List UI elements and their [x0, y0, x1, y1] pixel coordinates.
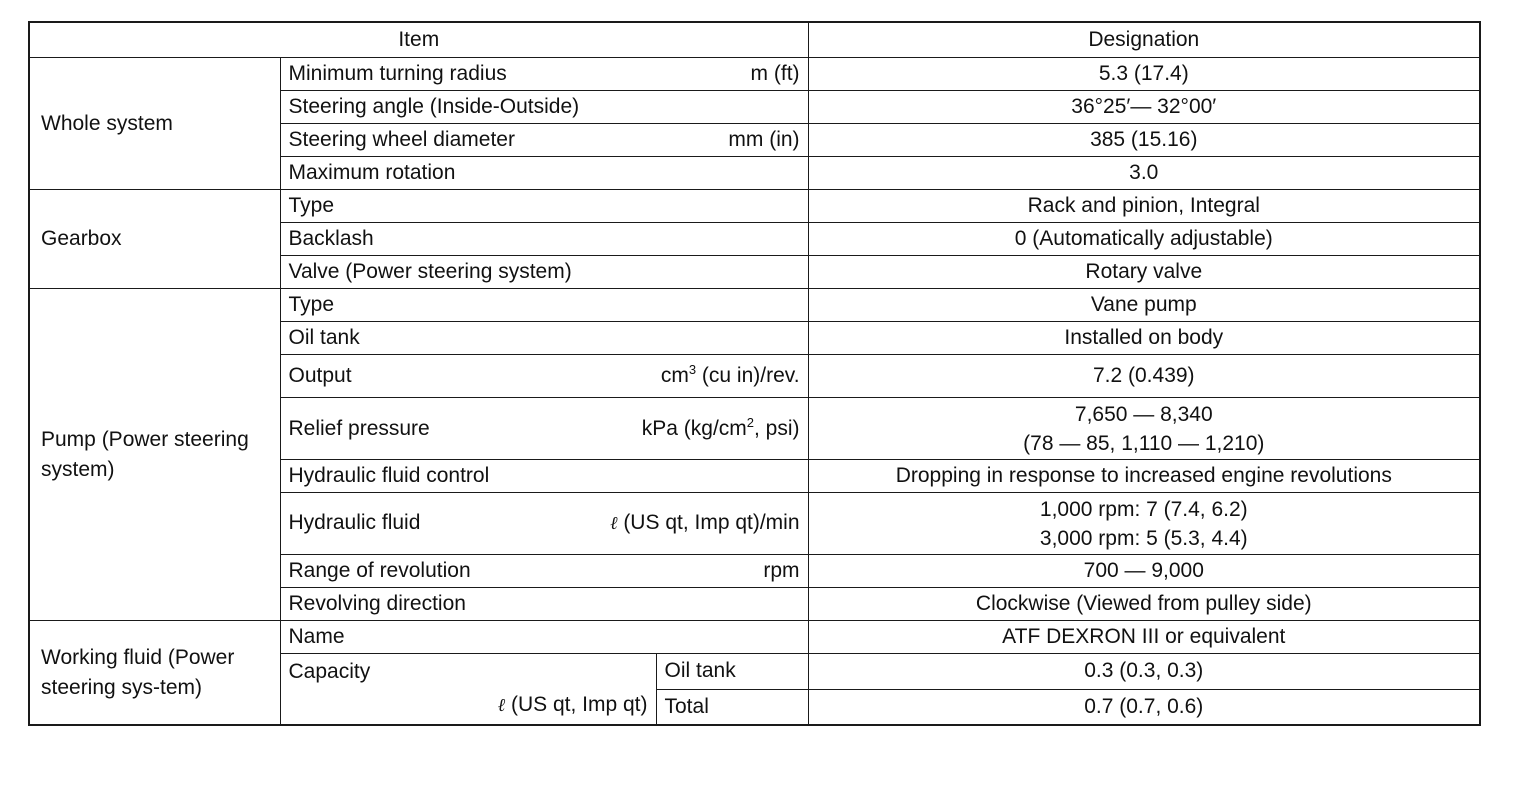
liter-symbol: ℓ — [609, 513, 618, 534]
spec-table — [28, 21, 1481, 726]
table-row — [29, 190, 1480, 223]
designation-cell: Installed on body — [808, 322, 1480, 355]
item-cell — [280, 493, 808, 555]
designation-cell: 3.0 — [808, 157, 1480, 190]
capacity-cell — [280, 654, 656, 726]
item-label: Name — [280, 621, 808, 654]
designation-cell: 385 (15.16) — [808, 124, 1480, 157]
designation-cell: 0.7 (0.7, 0.6) — [808, 689, 1480, 725]
designation-cell: Dropping in response to increased engine revolutions — [808, 460, 1480, 493]
item-cell — [280, 124, 808, 157]
designation-cell: Rotary valve — [808, 256, 1480, 289]
table-row — [29, 58, 1480, 91]
designation-cell — [808, 398, 1480, 460]
designation-cell: 5.3 (17.4) — [808, 58, 1480, 91]
designation-cell: Vane pump — [808, 289, 1480, 322]
item-label: Output — [288, 364, 352, 387]
designation-cell: Rack and pinion, Integral — [808, 190, 1480, 223]
item-unit: m (ft) — [750, 62, 800, 85]
table-row — [29, 621, 1480, 654]
item-label: Type — [280, 289, 808, 322]
item-label: Backlash — [280, 223, 808, 256]
fluid-value-line: 3,000 rpm: 5 (5.3, 4.4) — [1039, 526, 1248, 550]
designation-cell — [808, 493, 1480, 555]
header-row — [29, 22, 1480, 58]
item-unit: $cm^3$ (cu in)/rev. — [660, 362, 800, 387]
item-label: Relief pressure — [288, 416, 430, 440]
item-label: Oil tank — [280, 322, 808, 355]
item-label: Type — [280, 190, 808, 223]
relief-value-line: 7,650 — 8,340 — [1074, 402, 1213, 426]
table-row — [29, 289, 1480, 322]
designation-cell: ATF DEXRON III or equivalent — [808, 621, 1480, 654]
fluid-value-line: 1,000 rpm: 7 (7.4, 6.2) — [1039, 497, 1248, 521]
header-designation: Designation — [808, 22, 1480, 58]
header-item: Item — [29, 22, 808, 58]
relief-value-line: (78 — 85, 1,110 — 1,210) — [1023, 431, 1265, 455]
capacity-label: Capacity — [288, 660, 371, 683]
item-unit: ℓ (US qt, Imp qt)/min — [609, 511, 800, 534]
category-gearbox: Gearbox — [29, 190, 280, 289]
item-label: Valve (Power steering system) — [280, 256, 808, 289]
item-label: Minimum turning radius — [288, 62, 507, 85]
item-label: Hydraulic fluid — [288, 511, 421, 534]
designation-cell: 7.2 (0.439) — [808, 355, 1480, 398]
item-cell — [280, 355, 808, 398]
item-label: Maximum rotation — [280, 157, 808, 190]
item-label: Total — [656, 689, 808, 725]
item-label: Oil tank — [656, 654, 808, 690]
category-working-fluid: Working fluid (Power steering sys-tem) — [29, 621, 280, 726]
designation-cell: 0 (Automatically adjustable) — [808, 223, 1480, 256]
capacity-unit: ℓ (US qt, Imp qt) — [497, 693, 648, 716]
item-cell — [280, 555, 808, 588]
category-pump: Pump (Power steering system) — [29, 289, 280, 621]
designation-cell: Clockwise (Viewed from pulley side) — [808, 588, 1480, 621]
item-unit: mm (in) — [728, 128, 800, 151]
category-whole-system: Whole system — [29, 58, 280, 190]
item-unit: rpm — [763, 559, 800, 582]
item-unit: kPa ($kg/cm^2$, psi) — [641, 414, 800, 440]
designation-cell: 36°25′— 32°00′ — [808, 91, 1480, 124]
item-label: Steering wheel diameter — [288, 128, 515, 151]
liter-symbol: ℓ — [497, 695, 506, 716]
item-label: Steering angle (Inside-Outside) — [280, 91, 808, 124]
designation-cell: 700 — 9,000 — [808, 555, 1480, 588]
designation-cell: 0.3 (0.3, 0.3) — [808, 654, 1480, 690]
item-cell — [280, 398, 808, 460]
item-cell — [280, 58, 808, 91]
item-label: Hydraulic fluid control — [280, 460, 808, 493]
item-label: Range of revolution — [288, 559, 471, 582]
item-label: Revolving direction — [280, 588, 808, 621]
